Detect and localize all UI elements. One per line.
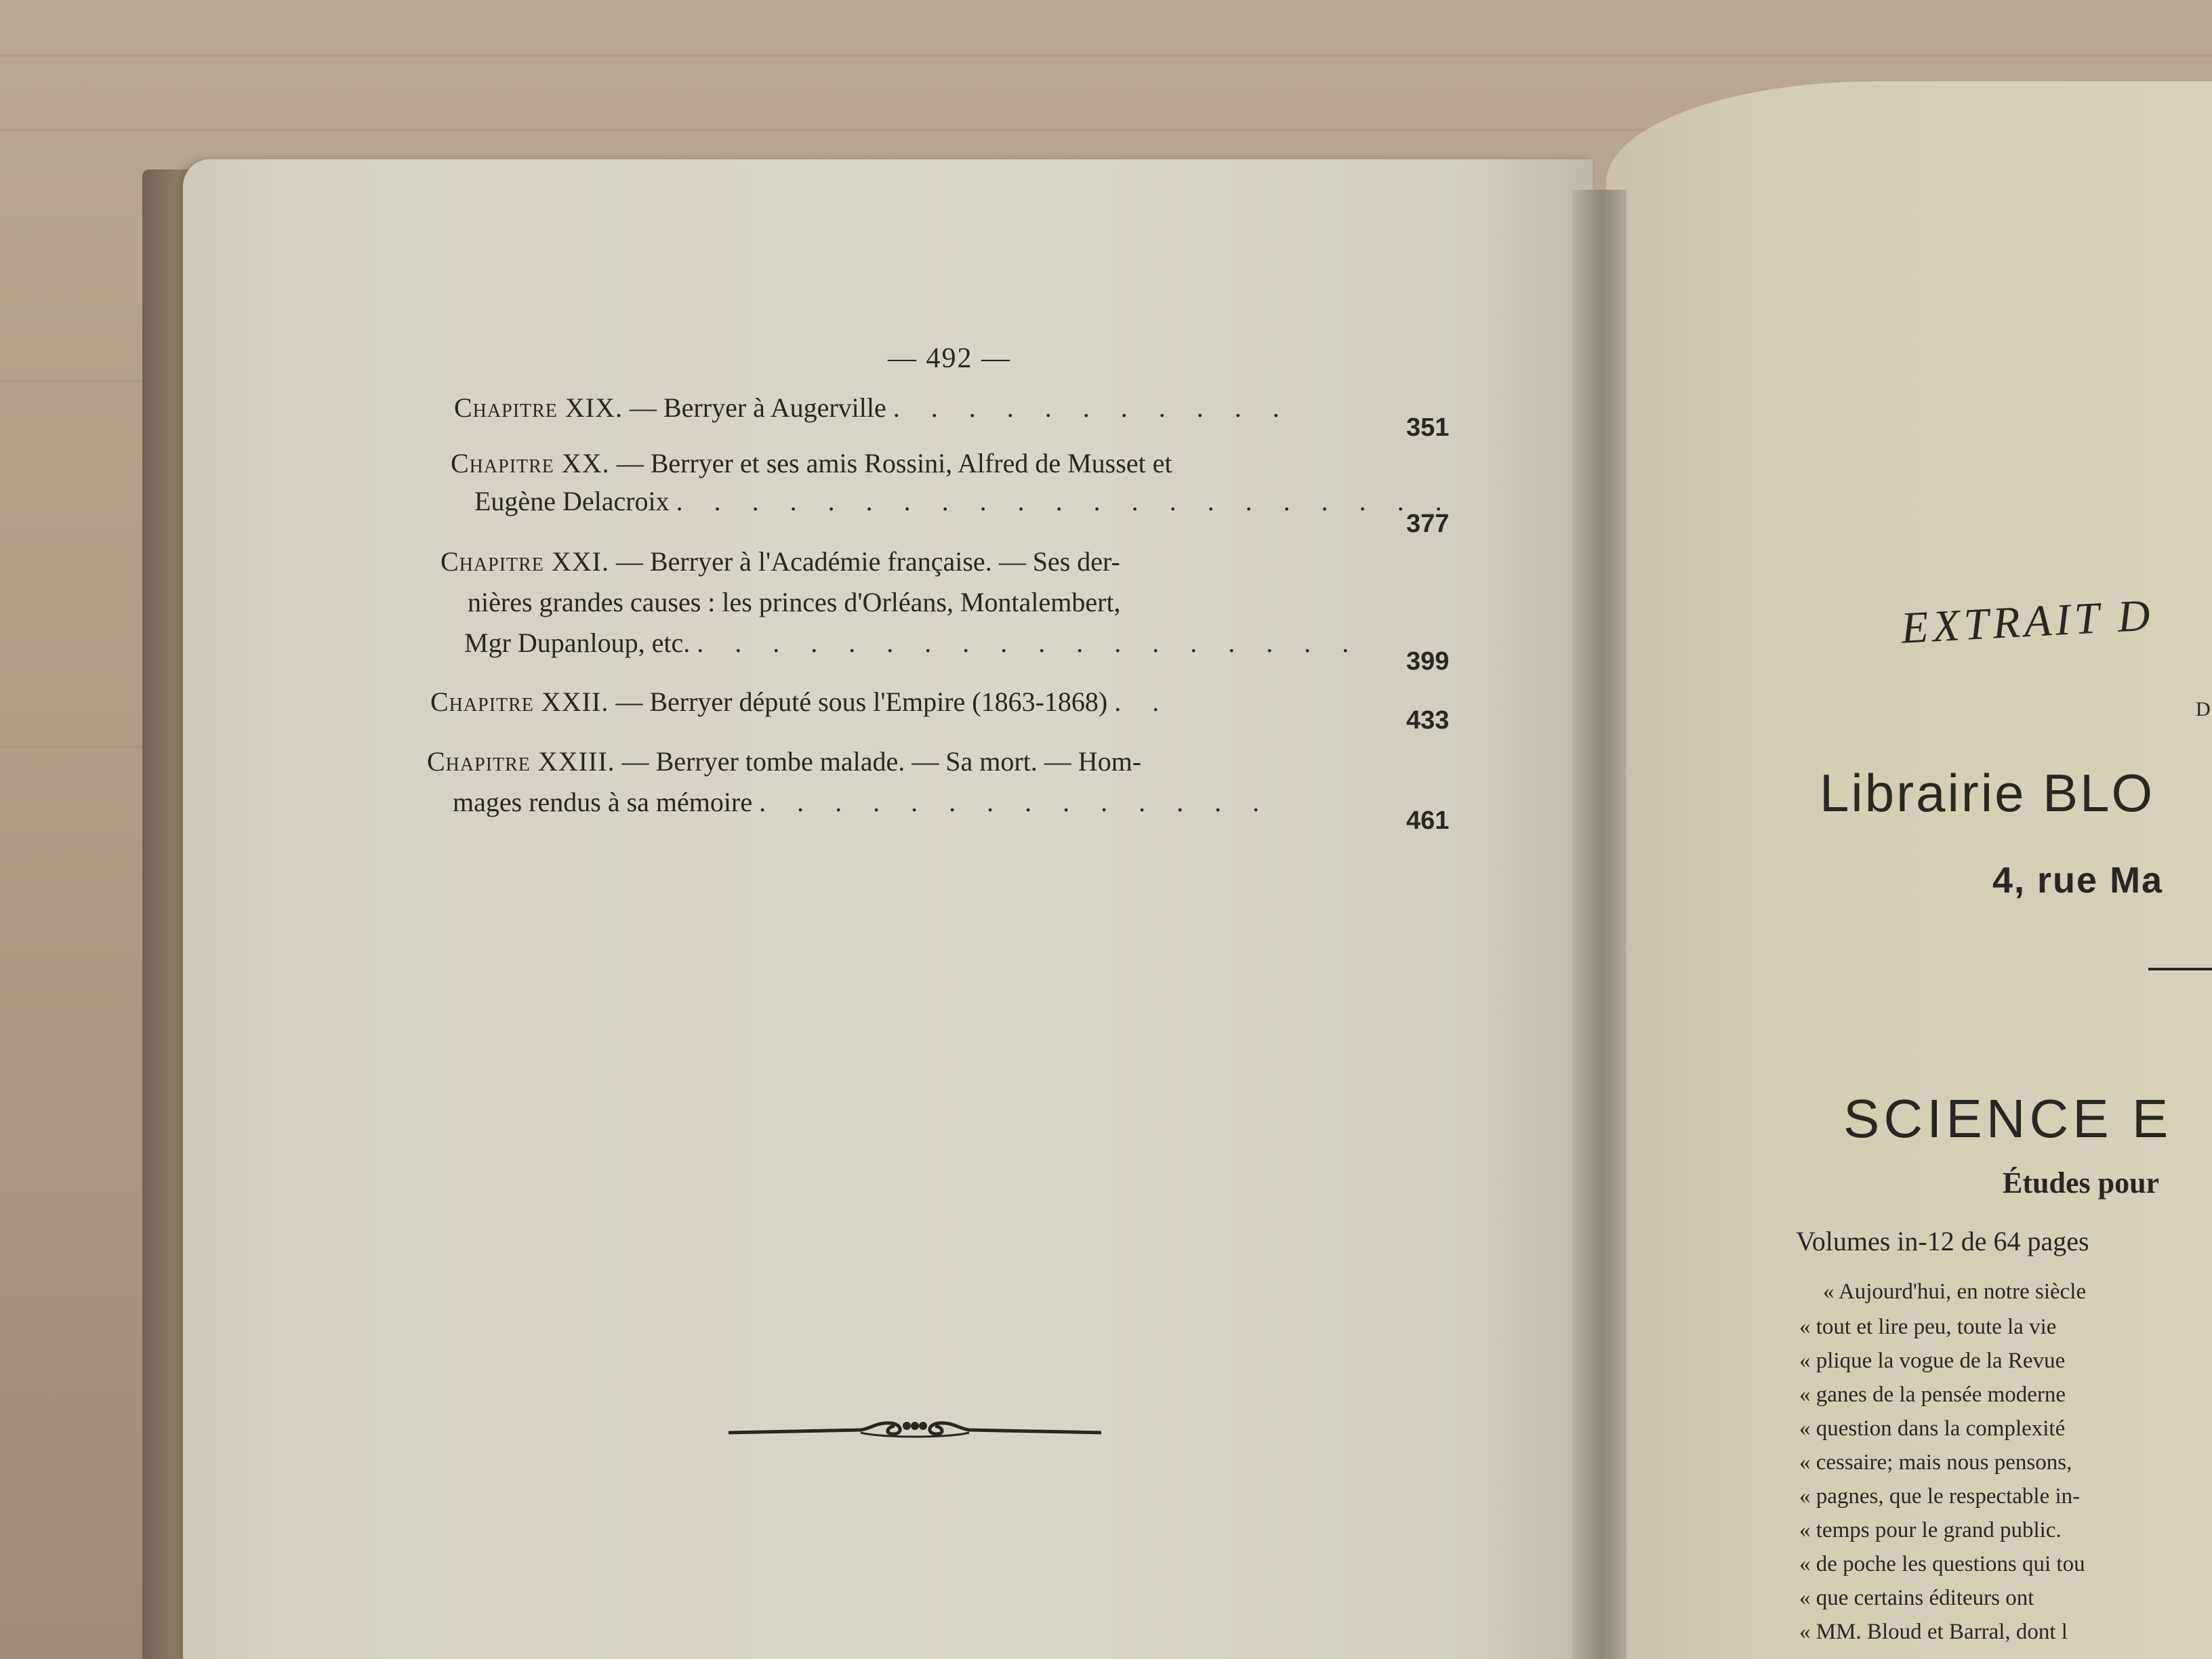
extrait-sub: D: [2196, 698, 2211, 720]
toc-title-line: mages rendus à sa mémoire: [453, 787, 753, 817]
toc-title-line: — Berryer à l'Académie française. — Ses der-: [616, 546, 1120, 577]
leader-dots: . . . . . . . . . . . . . .: [759, 787, 1272, 817]
leader-dots: . . . . . . . . . . . . . . . . . .: [697, 628, 1361, 658]
toc-page-number: 433: [1406, 706, 1450, 735]
toc-entry-21-line2: nières grandes causes : les princes d'Orléans, Montalembert,: [468, 587, 1121, 617]
section-title: SCIENCE E: [1843, 1088, 2173, 1149]
body-line: « tout et lire peu, toute la vie: [1799, 1315, 2057, 1339]
toc-title-line: — Berryer et ses amis Rossini, Alfred de Musset et: [616, 448, 1172, 478]
toc-entry-20-line2: [474, 485, 1454, 517]
body-line: « de poche les questions qui tou: [1799, 1552, 2085, 1576]
extrait-heading: EXTRAIT D: [1900, 590, 2156, 653]
toc-title-line: — Berryer tombe malade. — Sa mort. — Hom-: [621, 746, 1142, 777]
toc-entry-21-line3: [464, 627, 1361, 659]
body-line: « Aujourd'hui, en notre siècle: [1823, 1279, 2087, 1304]
toc-title-line: — Berryer député sous l'Empire (1863-1868): [615, 687, 1108, 717]
toc-entry-23: [427, 745, 1141, 777]
toc-entry-20: [451, 447, 1172, 479]
toc-page-number: 377: [1406, 510, 1450, 538]
toc-page-number: 461: [1406, 806, 1450, 835]
section-subtitle: Études pour: [2003, 1166, 2160, 1200]
wood-grain: [0, 54, 2212, 57]
publisher-name: Librairie BLO: [1820, 763, 2155, 823]
volumes-line: Volumes in-12 de 64 pages: [1796, 1226, 2089, 1256]
book-gutter: [1572, 190, 1626, 1659]
body-line: « ganes de la pensée moderne: [1799, 1382, 2066, 1407]
toc-entry-23-line2: [453, 786, 1271, 818]
toc-chapter-label: Chapitre XXIII.: [427, 746, 615, 777]
toc-chapter-label: Chapitre XIX.: [454, 392, 623, 423]
toc-title-line: Eugène Delacroix: [474, 486, 670, 516]
page-number: — 492 —: [888, 343, 1011, 374]
toc-chapter-label: Chapitre XXI.: [441, 546, 609, 577]
toc-entry-22: [430, 686, 1171, 718]
toc-chapter-label: Chapitre XXII.: [430, 687, 609, 717]
body-line: « question dans la complexité: [1799, 1416, 2066, 1441]
toc-page-number: 399: [1406, 647, 1450, 676]
body-line: « pagnes, que le respectable in-: [1799, 1484, 2081, 1509]
toc-entry-19: [454, 392, 1292, 424]
leader-dots: . . . . . . . . . . .: [893, 392, 1292, 423]
body-line: « cessaire; mais nous pensons,: [1799, 1450, 2072, 1475]
body-line: « que certains éditeurs ont: [1799, 1586, 2034, 1610]
body-line: « temps pour le grand public.: [1799, 1518, 2062, 1542]
scroll-flourish-icon: [725, 1410, 1105, 1450]
toc-entry-21: [441, 546, 1120, 577]
body-line: « MM. Bloud et Barral, dont l: [1799, 1620, 2068, 1644]
toc-title-line: Mgr Dupanloup, etc.: [464, 628, 691, 658]
body-line: « plique la vogue de la Revue: [1799, 1349, 2066, 1373]
toc-chapter-label: Chapitre XX.: [451, 448, 610, 478]
publisher-address: 4, rue Ma: [1992, 860, 2164, 901]
toc-title-line: — Berryer à Augerville: [630, 392, 886, 423]
leader-dots: . .: [1114, 687, 1172, 717]
wood-grain: [0, 745, 149, 748]
toc-page-number: 351: [1406, 413, 1450, 442]
leader-dots: . . . . . . . . . . . . . . . . . . . . .: [676, 486, 1454, 516]
divider: [2148, 968, 2212, 970]
